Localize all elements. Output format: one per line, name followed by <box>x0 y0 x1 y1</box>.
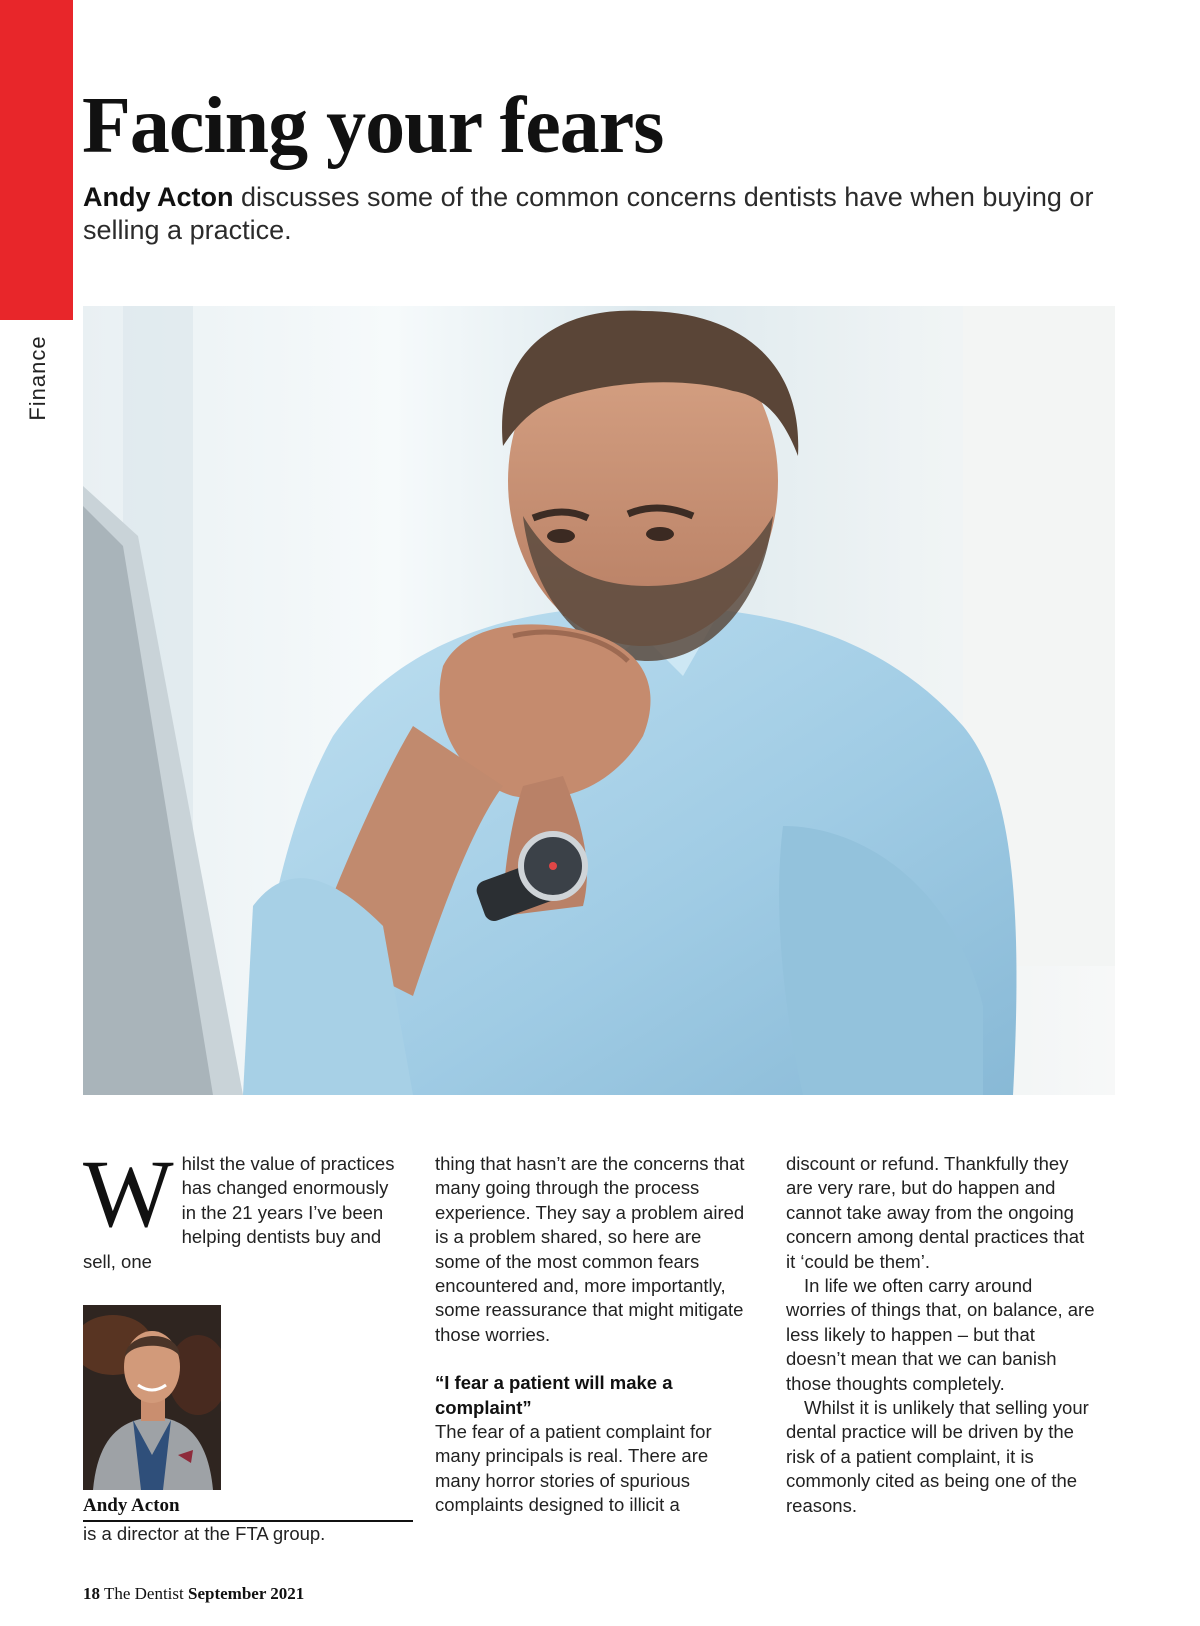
author-role: is a director at the FTA group. <box>83 1523 326 1544</box>
article-column-2 <box>435 1152 745 1518</box>
paragraph: Whilst it is unlikely that selling your dental practice will be driven by the risk of a patient complaint, it is commonly cited as being one of the reasons. <box>786 1397 1089 1516</box>
intro-paragraph <box>83 1140 403 1274</box>
section-color-tab <box>0 0 73 320</box>
author-headshot-photo <box>83 1305 221 1490</box>
subheading: “I fear a patient will make a complaint” <box>435 1372 673 1418</box>
paragraph: thing that hasn’t are the concerns that many going through the process experience. They say a problem aired is a problem shared, so here are some of the most common fears encountered and, more importantly, some reassurance that might mitigate those worries. <box>435 1153 745 1345</box>
author-photo <box>83 1305 221 1490</box>
drop-cap: W <box>83 1140 174 1247</box>
intro-text: hilst the value of practices has changed enormously in the 21 years I’ve been helping dentists buy and sell, one <box>83 1153 395 1272</box>
article-headline: Facing your fears <box>82 82 664 170</box>
paragraph: discount or refund. Thankfully they are very rare, but do happen and cannot take away from the ongoing concern among dental practices that it ‘could be them’. <box>786 1153 1085 1272</box>
paragraph: The fear of a patient complaint for many principals is real. There are many horror stories of spurious complaints designed to illicit a <box>435 1421 712 1516</box>
paragraph: In life we often carry around worries of things that, on balance, are less likely to happen – but that doesn’t mean that we can banish those thoughts completely. <box>786 1275 1095 1394</box>
page-footer <box>83 1583 304 1605</box>
article-standfirst <box>83 181 1103 247</box>
author-name: Andy Acton <box>83 1494 413 1522</box>
article-column-1 <box>83 1140 403 1274</box>
page-number: 18 <box>83 1584 100 1603</box>
publication-name: The Dentist <box>103 1584 184 1603</box>
hero-photo <box>83 306 1115 1095</box>
standfirst-author: Andy Acton <box>83 182 234 212</box>
article-column-3 <box>786 1152 1096 1518</box>
man-thinking-at-desk-photo <box>83 306 1115 1095</box>
issue-date: September 2021 <box>188 1584 305 1603</box>
section-label: Finance <box>25 335 50 421</box>
standfirst-text: discusses some of the common concerns dentists have when buying or selling a practice. <box>83 182 1094 245</box>
